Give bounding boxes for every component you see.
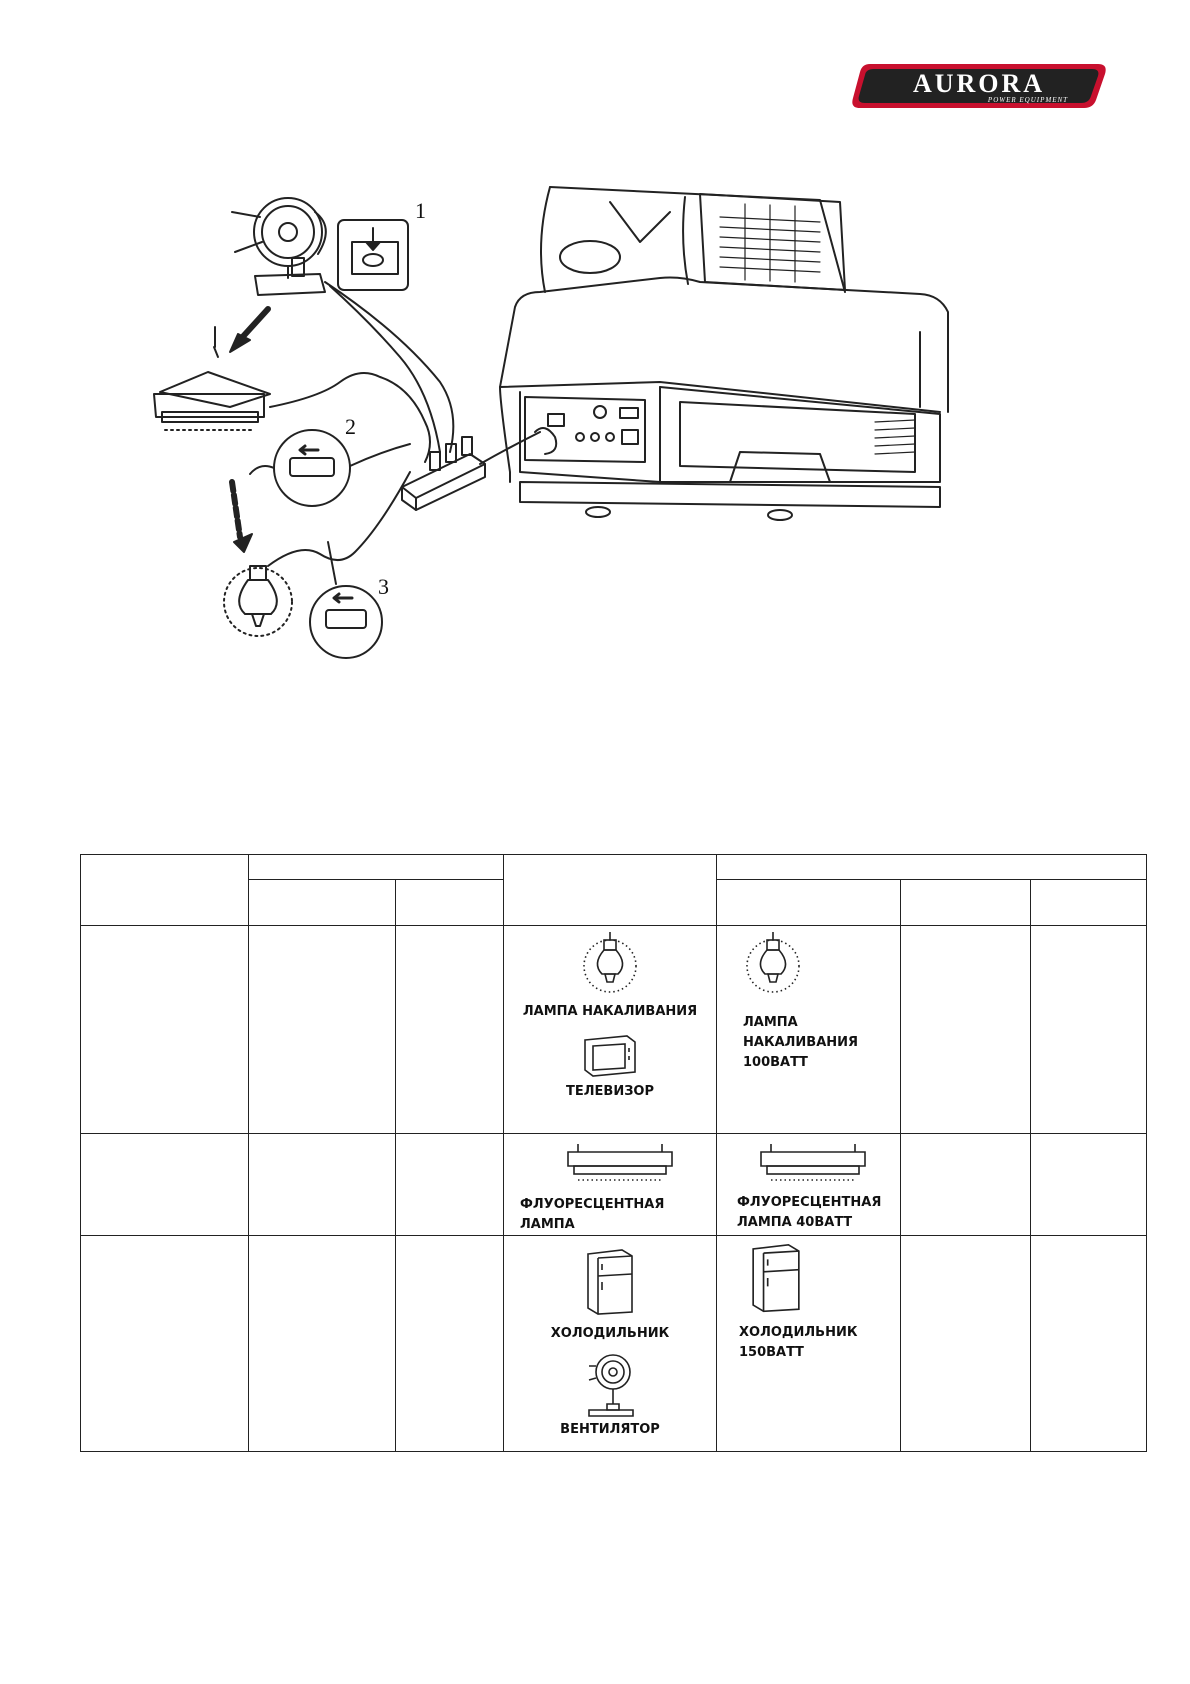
fluorescent-lamp-icon — [753, 1142, 873, 1186]
table-cell — [1031, 1134, 1147, 1236]
header-cell-sub-2 — [396, 880, 504, 926]
table-cell — [249, 926, 396, 1134]
light-bulb-icon — [224, 566, 292, 636]
light-bulb-icon — [580, 930, 640, 996]
table-cell — [901, 1134, 1031, 1236]
appliance-label-tv: ТЕЛЕВИЗОР — [565, 1084, 655, 1099]
example-label-fluorescent-40w: ФЛУОРЕСЦЕНТНАЯ ЛАМПА 40ВАТТ — [737, 1195, 882, 1230]
table-cell — [81, 1134, 249, 1236]
aurora-logo — [848, 60, 1110, 112]
table-row-2 — [81, 1134, 1147, 1236]
table-cell — [249, 1134, 396, 1236]
header-cell-sub-1 — [249, 880, 396, 926]
header-cell-power-group — [249, 855, 504, 880]
table-cell — [396, 1134, 504, 1236]
appliance-label-fluorescent: ФЛУОРЕСЦЕНТНАЯ ЛАМПА — [520, 1197, 665, 1232]
generator-icon — [500, 187, 948, 520]
table-cell — [901, 1236, 1031, 1452]
table-cell — [81, 1236, 249, 1452]
table-row-3 — [81, 1236, 1147, 1452]
generator-connection-illustration — [140, 182, 1040, 727]
example-label-incandescent-100w: ЛАМПА НАКАЛИВАНИЯ 100ВАТТ — [743, 1015, 859, 1070]
fan-icon — [583, 1352, 637, 1418]
table-cell — [81, 926, 249, 1134]
example-cell-row-1 — [717, 926, 901, 1134]
appliance-label-refrigerator: ХОЛОДИЛЬНИК — [550, 1326, 670, 1341]
television-icon — [581, 1032, 639, 1078]
example-cell-row-3 — [717, 1236, 901, 1452]
table-cell — [396, 926, 504, 1134]
switch-inset-1 — [338, 220, 408, 290]
refrigerator-icon — [584, 1246, 636, 1316]
logo-wordmark: AURORA — [912, 69, 1046, 98]
logo-subtext: POWER EQUIPMENT — [987, 96, 1069, 104]
step-number-2: 2 — [345, 414, 356, 439]
example-cell-row-2 — [717, 1134, 901, 1236]
appliance-label-fan: ВЕНТИЛЯТОР — [560, 1422, 660, 1437]
appliances-cell-row-2 — [504, 1134, 717, 1236]
light-bulb-icon — [743, 930, 803, 996]
switch-inset-2 — [250, 430, 410, 506]
header-cell-sub-3 — [717, 880, 901, 926]
table-cell — [1031, 1236, 1147, 1452]
table-cell — [901, 926, 1031, 1134]
plug-box-1 — [255, 258, 325, 295]
fan-icon — [232, 198, 326, 278]
appliances-cell-row-3 — [504, 1236, 717, 1452]
appliances-cell-row-1 — [504, 926, 717, 1134]
example-label-refrigerator-150w: ХОЛОДИЛЬНИК 150ВАТТ — [739, 1325, 858, 1360]
fluorescent-lamp-icon — [560, 1142, 680, 1186]
table-cell — [1031, 926, 1147, 1134]
header-cell-example-group — [717, 855, 1147, 880]
header-cell-appliances — [504, 855, 717, 926]
header-cell-category — [81, 855, 249, 926]
appliance-load-table — [80, 854, 1147, 1452]
appliance-label-incandescent: ЛАМПА НАКАЛИВАНИЯ — [522, 1004, 698, 1019]
step-number-3: 3 — [378, 574, 389, 599]
header-cell-sub-5 — [1031, 880, 1147, 926]
step-number-1: 1 — [415, 198, 426, 223]
switch-inset-3 — [310, 586, 382, 658]
table-header-row-1 — [81, 855, 1147, 880]
fluorescent-lamp-icon — [154, 327, 270, 430]
table-cell — [396, 1236, 504, 1452]
header-cell-sub-4 — [901, 880, 1031, 926]
refrigerator-icon — [749, 1240, 803, 1314]
table-row-1 — [81, 926, 1147, 1134]
table-cell — [249, 1236, 396, 1452]
